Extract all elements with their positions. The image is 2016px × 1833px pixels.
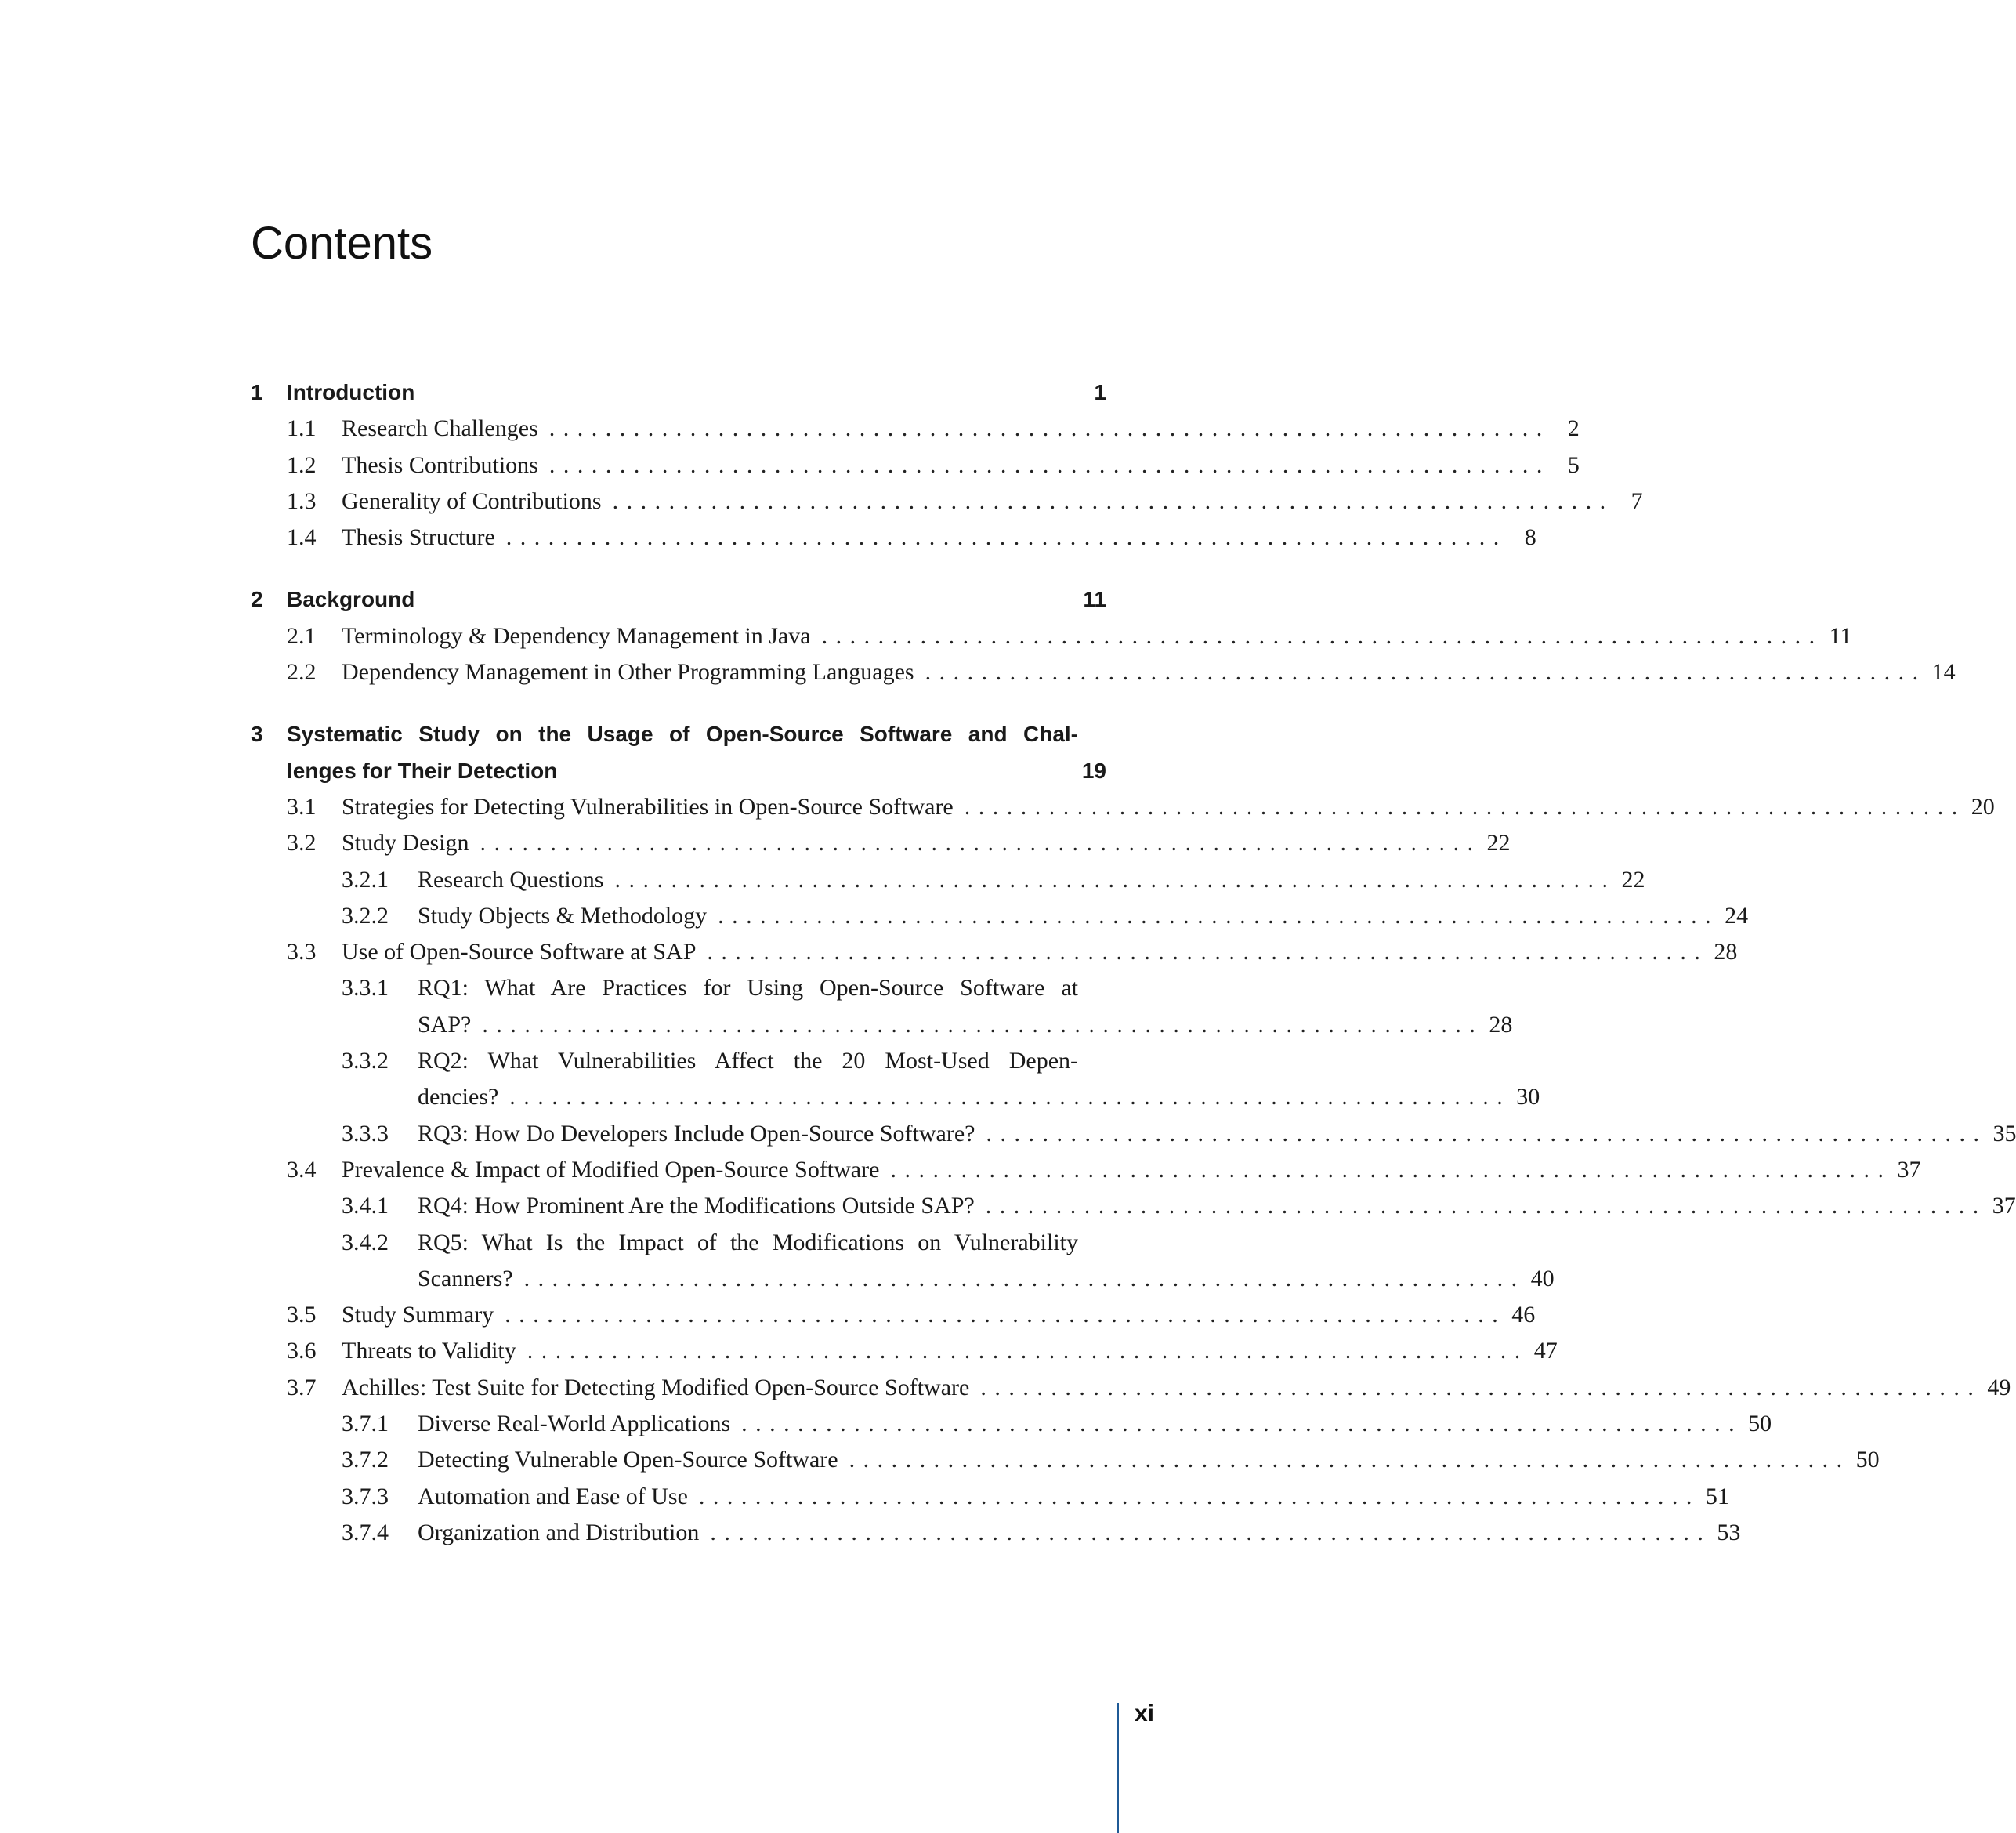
toc-page: 11 [1083, 587, 1106, 612]
toc-number: 2.2 [287, 659, 317, 686]
dot-leader [602, 484, 1615, 520]
toc-subsection-3-4-1[interactable] [251, 1188, 2016, 1224]
toc-title: Thesis Contributions [342, 451, 538, 478]
toc-section-1-2[interactable] [251, 447, 1580, 484]
dot-leader [975, 1116, 1988, 1152]
toc-number: 3.4.1 [342, 1193, 389, 1219]
toc-title-line1: RQ2: What Vulnerabilities Affect the 20 Most-Used Depen- [418, 1048, 1078, 1074]
toc-section-3-3[interactable] [251, 934, 1738, 970]
toc-title: Detecting Vulnerable Open-Source Software [418, 1447, 838, 1473]
toc-number: 3.7.4 [342, 1519, 389, 1545]
dot-leader [688, 1479, 1701, 1515]
toc-subsection-3-3-1[interactable] [251, 970, 1106, 1006]
toc-page: 11 [1829, 622, 1852, 649]
toc-title: Threats to Validity [342, 1338, 516, 1364]
toc-title-line2: dencies? [418, 1084, 499, 1110]
toc-number: 3.7.1 [342, 1411, 389, 1437]
toc-page: 2 [1567, 415, 1580, 442]
page-title: Contents [251, 218, 433, 269]
dot-leader [471, 1007, 1484, 1043]
toc-subsection-3-4-2-continued[interactable] [251, 1261, 1555, 1297]
toc-section-1-4[interactable] [251, 520, 1536, 556]
toc-title: RQ4: How Prominent Are the Modifications Outside SAP? [418, 1193, 975, 1219]
dot-leader [538, 447, 1551, 484]
toc-title: Strategies for Detecting Vulnerabilities in Open-Source Software [342, 793, 954, 820]
toc-title: Study Design [342, 830, 469, 857]
page-edge-rule [1117, 1703, 1119, 1833]
toc-page: 19 [1081, 758, 1106, 783]
dot-leader [699, 1515, 1712, 1551]
toc-page: 1 [1094, 380, 1106, 404]
toc-subsection-3-3-1-continued[interactable] [251, 1007, 1513, 1043]
toc-number: 3.1 [287, 793, 317, 820]
toc-number: 2 [251, 587, 263, 612]
toc-page: 28 [1489, 1011, 1513, 1038]
toc-chapter-2[interactable] [251, 581, 1106, 618]
dot-leader [914, 654, 1927, 690]
toc-number: 3.3.2 [342, 1048, 389, 1074]
toc-title-line1: Systematic Study on the Usage of Open-Source Software and Chal- [287, 722, 1078, 747]
toc-subsection-3-7-4[interactable] [251, 1515, 1741, 1551]
toc-section-2-2[interactable] [251, 654, 1956, 690]
toc-page: 53 [1717, 1519, 1741, 1545]
toc-page: 49 [1987, 1374, 2011, 1400]
dot-leader [469, 825, 1482, 861]
toc-title: Study Objects & Methodology [418, 902, 708, 929]
toc-subsection-3-3-2-continued[interactable] [251, 1079, 1540, 1115]
toc-title-line1: RQ5: What Is the Impact of the Modifications on Vulnerability [418, 1229, 1078, 1255]
toc-page: 14 [1931, 659, 1956, 686]
toc-number: 3.3.1 [342, 975, 389, 1002]
toc-title: Thesis Structure [342, 524, 495, 551]
toc-subsection-3-7-2[interactable] [251, 1442, 1880, 1478]
dot-leader [954, 789, 1967, 825]
toc-title: Dependency Management in Other Programming Languages [342, 659, 914, 686]
toc-number: 3.4 [287, 1156, 317, 1183]
toc-title: Generality of Contributions [342, 487, 602, 514]
toc-page: 24 [1725, 902, 1749, 929]
toc-section-2-1[interactable] [251, 618, 1852, 654]
dot-leader [879, 1152, 1892, 1188]
dot-leader [498, 1079, 1511, 1115]
toc-title: Diverse Real-World Applications [418, 1411, 731, 1437]
toc-title-line2: lenges for Their Detection [287, 758, 558, 783]
toc-number: 3.2 [287, 830, 317, 857]
toc-page: 30 [1516, 1084, 1540, 1110]
toc-title: Background [287, 587, 415, 612]
dot-leader [811, 618, 1824, 654]
dot-leader [969, 1370, 1982, 1406]
toc-number: 1.2 [287, 451, 317, 478]
dot-leader [516, 1333, 1529, 1369]
page-number: xi [1135, 1701, 1155, 1726]
toc-title: Organization and Distribution [418, 1519, 700, 1545]
toc-subsection-3-2-1[interactable] [251, 862, 1645, 898]
toc-section-3-7[interactable] [251, 1370, 2011, 1406]
dot-leader [696, 934, 1709, 970]
toc-page: 5 [1567, 451, 1580, 478]
toc-chapter-3[interactable] [251, 716, 1106, 752]
toc-subsection-3-2-2[interactable] [251, 898, 1749, 934]
toc-number: 1.1 [287, 415, 317, 442]
toc-number: 3.2.2 [342, 902, 389, 929]
toc-page: 40 [1530, 1265, 1555, 1291]
dot-leader [707, 898, 1720, 934]
toc-page: 22 [1621, 866, 1645, 893]
toc-page: 51 [1705, 1483, 1729, 1509]
toc-number: 3.7.3 [342, 1483, 389, 1509]
toc-number: 3.3.3 [342, 1120, 389, 1147]
toc-page: 8 [1524, 524, 1536, 551]
dot-leader [494, 1297, 1507, 1333]
toc-page: 37 [1992, 1193, 2016, 1219]
toc-title: Research Challenges [342, 415, 538, 442]
toc-title: Achilles: Test Suite for Detecting Modified Open-Source Software [342, 1374, 970, 1400]
toc-number: 3.2.1 [342, 866, 389, 893]
toc-title: RQ3: How Do Developers Include Open-Source Software? [418, 1120, 975, 1147]
toc-subsection-3-7-1[interactable] [251, 1406, 1772, 1442]
toc-section-1-3[interactable] [251, 484, 1643, 520]
toc-title: Use of Open-Source Software at SAP [342, 939, 697, 965]
dot-leader [838, 1442, 1851, 1478]
toc-title: Introduction [287, 380, 415, 404]
toc-page: 7 [1631, 487, 1643, 514]
toc-section-3-2[interactable] [251, 825, 1511, 861]
toc-number: 1 [251, 380, 263, 404]
toc-page: 46 [1511, 1302, 1536, 1328]
toc-number: 3.6 [287, 1338, 317, 1364]
dot-leader [975, 1188, 1988, 1224]
toc-subsection-3-4-2[interactable] [251, 1225, 1106, 1261]
toc-section-3-6[interactable] [251, 1333, 1558, 1369]
toc-number: 3.5 [287, 1302, 317, 1328]
dot-leader [603, 862, 1616, 898]
toc-title-line2: SAP? [418, 1011, 472, 1038]
dot-leader [538, 411, 1551, 447]
toc-title: Study Summary [342, 1302, 494, 1328]
toc-subsection-3-3-3[interactable] [251, 1116, 2016, 1152]
toc-chapter-3-continued[interactable] [251, 753, 1106, 789]
toc-section-3-4[interactable] [251, 1152, 1921, 1188]
toc-title: Terminology & Dependency Management in Java [342, 622, 811, 649]
toc-chapter-1[interactable] [251, 375, 1106, 411]
toc-page: 50 [1748, 1411, 1772, 1437]
toc-subsection-3-3-2[interactable] [251, 1043, 1106, 1079]
dot-leader [513, 1261, 1526, 1297]
toc-title: Automation and Ease of Use [418, 1483, 688, 1509]
dot-leader [730, 1406, 1743, 1442]
dot-leader [495, 520, 1508, 556]
toc-section-1-1[interactable] [251, 411, 1580, 447]
toc-section-3-5[interactable] [251, 1297, 1536, 1333]
toc-number: 2.1 [287, 622, 317, 649]
toc-page: 22 [1486, 830, 1511, 857]
toc-title: Prevalence & Impact of Modified Open-Source Software [342, 1156, 880, 1183]
toc-number: 1.3 [287, 487, 317, 514]
table-of-contents [251, 375, 2016, 1551]
toc-page: 20 [1971, 793, 1995, 820]
toc-number: 1.4 [287, 524, 317, 551]
toc-title-line2: Scanners? [418, 1265, 513, 1291]
toc-number: 3.4.2 [342, 1229, 389, 1255]
toc-number: 3.7.2 [342, 1447, 389, 1473]
toc-page: 47 [1533, 1338, 1558, 1364]
toc-page: 28 [1714, 939, 1738, 965]
toc-number: 3 [251, 722, 263, 747]
toc-page: 37 [1897, 1156, 1921, 1183]
toc-section-3-1[interactable] [251, 789, 1995, 825]
toc-page: 35 [1992, 1120, 2016, 1147]
toc-number: 3.7 [287, 1374, 317, 1400]
toc-subsection-3-7-3[interactable] [251, 1479, 1729, 1515]
toc-number: 3.3 [287, 939, 317, 965]
toc-title-line1: RQ1: What Are Practices for Using Open-Source Software at [418, 975, 1078, 1002]
toc-title: Research Questions [418, 866, 604, 893]
toc-page: 50 [1855, 1447, 1880, 1473]
